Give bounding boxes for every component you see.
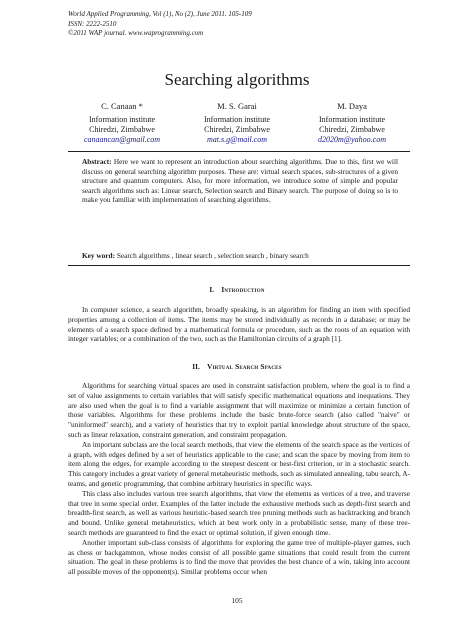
abstract-top-rule	[68, 151, 410, 152]
author-email-link[interactable]: mat.s.g@mail.com	[206, 135, 268, 144]
author-location: Chiredzi, Zimbabwe	[319, 125, 385, 134]
author-name: M. Daya	[337, 101, 367, 111]
section-heading-virtual-search-spaces	[0, 362, 474, 371]
section-number: I.	[209, 285, 215, 294]
author-affiliation: Information institute	[319, 115, 385, 124]
paragraph: In computer science, a search algorithm, broadly speaking, is an algorithm for finding an item with specified properties among a collection of items. The items may be stored individually as records in a database; or may be elements of a search space defined by a mathematical formula or procedure, such as the roots of an equation with integer variables; or a combination of the two, such as the Hamiltonian circuits of a graph [1].	[68, 305, 410, 344]
author-location: Chiredzi, Zimbabwe	[89, 125, 155, 134]
author-name: C. Canaan *	[101, 101, 143, 111]
author-list	[0, 101, 474, 145]
author-affiliation: Information institute	[89, 115, 155, 124]
section-title: Introduction	[221, 285, 265, 294]
journal-header	[68, 10, 252, 39]
section-title: Virtual Search Spaces	[207, 362, 282, 371]
section-number: II.	[192, 362, 200, 371]
author-location: Chiredzi, Zimbabwe	[204, 125, 270, 134]
keywords-label: Key word:	[82, 251, 116, 260]
author-affiliation: Information institute	[204, 115, 270, 124]
keywords	[82, 251, 402, 260]
author-block	[62, 101, 182, 145]
page-number: 105	[231, 596, 243, 605]
abstract-label: Abstract:	[82, 157, 112, 166]
abstract-text: Here we want to represent an introduction about searching algorithms. Due to this, first we will discuss on general searching algorithm purposes. These are: virtual search spaces, sub-structures of a given structure and quantum computers. Also, for more information, we introduce some of simple and popular search algorithms such as: Linear search, Selection search and Binary search. The purpose of doing so is to make you familiar with implementation of searching algorithms.	[82, 157, 398, 205]
abstract-bottom-rule	[68, 265, 410, 266]
author-email-link[interactable]: canaancan@gmail.com	[83, 135, 160, 144]
paragraph: Algorithms for searching virtual spaces are used in constraint satisfaction problem, where the goal is to find a set of value assignments to certain variables that will satisfy specific mathematical equations and inequations. They are also used when the goal is to find a variable assignment that will maximize or minimize a certain function of those variables. Algorithms for these problems include the basic brute-force search (also called "naive" or "uninformed" search), and a variety of heuristics that try to exploit partial knowledge about structure of the space, such as linear relaxation, constraint generation, and constraint propagation.	[68, 381, 410, 439]
abstract	[82, 157, 398, 205]
author-name: M. S. Garai	[217, 101, 257, 111]
paragraph: Another important sub-class consists of algorithms for exploring the game tree of multiple-player games, such as chess or backgammon, whose nodes consist of all possible game situations that could result from the current situation. The goal in these problems is to find the move that provides the best chance of a win, taking into account all possible moves of the opponent(s). Similar problems occur when	[68, 537, 410, 577]
virtual-search-spaces-body	[68, 381, 410, 577]
paragraph: An important subclass are the local search methods, that view the elements of the search space as the vertices of a graph, with edges defined by a set of heuristics applicable to the case; and scan the space by moving from item to item along the edges, for example according to the steepest descent or best-first criterion, or in a stochastic search. This category includes a great variety of general metaheuristic methods, such as simulated annealing, tabu search, A-teams, and genetic programming, that combine arbitrary heuristics in specific ways.	[68, 439, 410, 488]
journal-citation: World Applied Programming, Vol (1), No (2), June 2011. 105-109	[68, 10, 252, 18]
paragraph: This class also includes various tree search algorithms, that view the elements as vertices of a tree, and traverse that tree in some special order. Examples of the latter include the exhaustive methods such as depth-first search and breadth-first search, as well as various heuristic-based search tree pruning methods such as backtracking and branch and bound. Unlike general metaheuristics, which at best work only in a probabilistic sense, many of these tree-search methods are guaranteed to find the exact or optimal solution, if given enough time.	[68, 488, 410, 537]
author-block	[177, 101, 297, 145]
journal-issn: ISSN: 2222-2510	[68, 19, 117, 28]
author-email-link[interactable]: d2020m@yahoo.com	[317, 135, 386, 144]
keywords-text: Search algorithms , linear search , selection search , binary search	[116, 251, 309, 260]
introduction-body	[68, 305, 410, 344]
author-block	[292, 101, 412, 145]
journal-copyright: ©2011 WAP journal. www.waprogramming.com	[68, 29, 204, 37]
section-heading-introduction	[0, 285, 474, 294]
paper-title: Searching algorithms	[164, 70, 310, 89]
